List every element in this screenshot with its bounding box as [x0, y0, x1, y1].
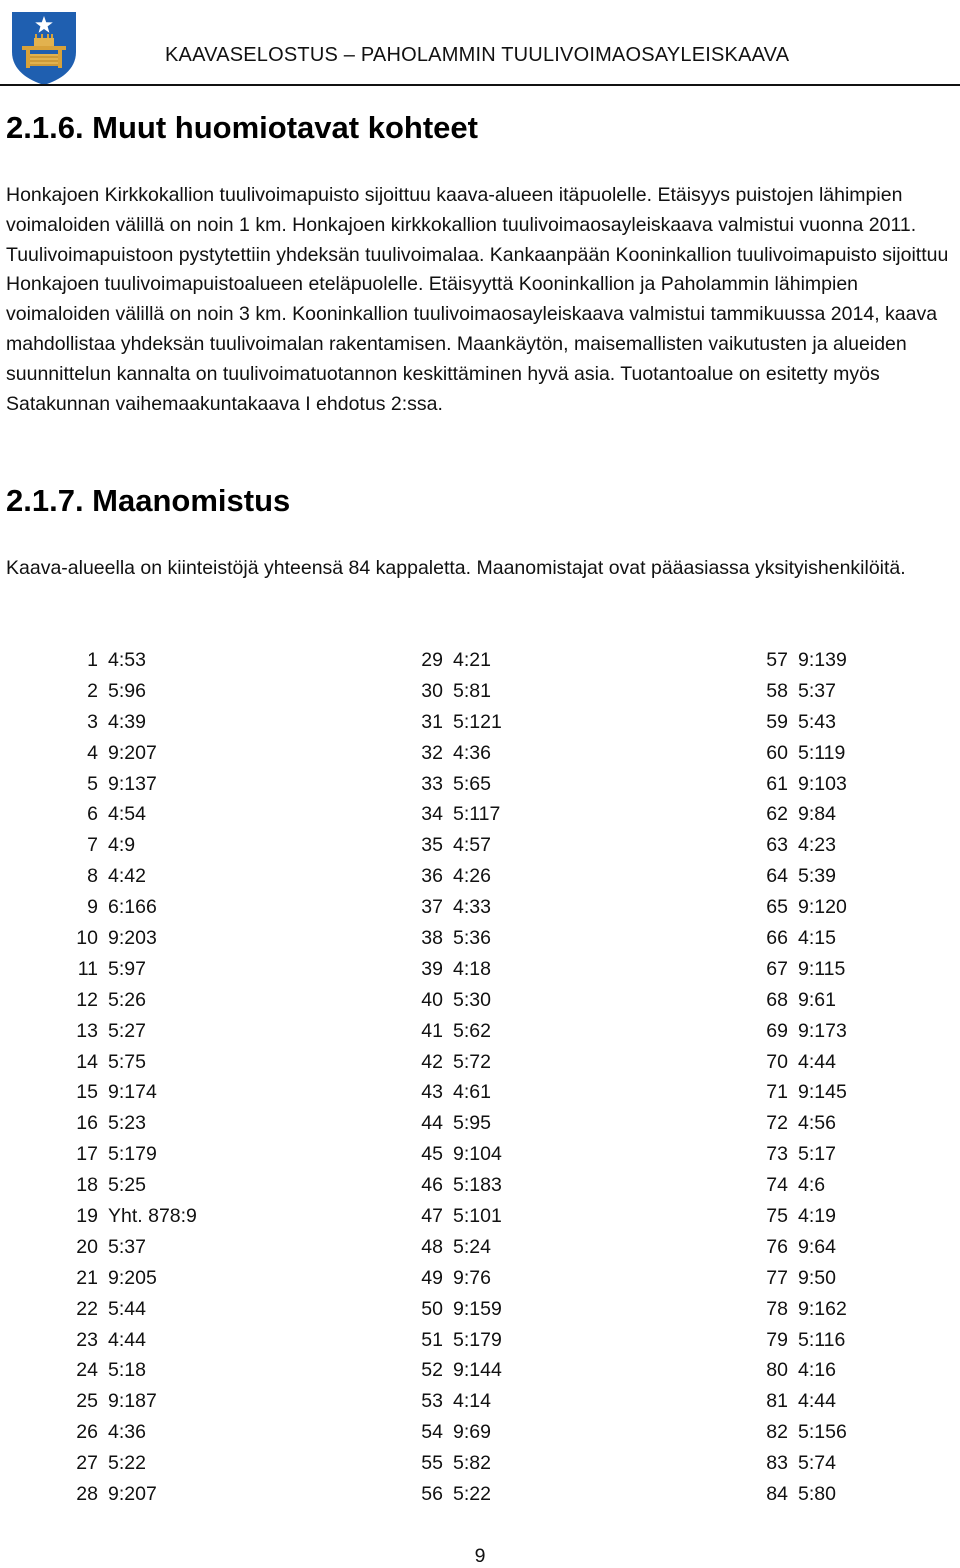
parcel-id: 5:183: [453, 1174, 502, 1197]
parcel-number: 35: [421, 834, 443, 857]
parcel-number: 40: [421, 988, 443, 1011]
parcel-id: 9:205: [108, 1266, 157, 1289]
parcel-number: 17: [76, 1143, 98, 1166]
parcel-id: 4:57: [453, 834, 491, 857]
parcel-row: [405, 1294, 705, 1325]
parcel-id: 5:43: [798, 710, 836, 733]
municipal-crest-logo: [8, 6, 80, 86]
parcel-row: [60, 1047, 360, 1078]
parcel-row: [60, 799, 360, 830]
parcel-number: 60: [766, 741, 788, 764]
parcel-row: [405, 707, 705, 738]
parcel-number: 44: [421, 1112, 443, 1135]
parcel-number: 39: [421, 957, 443, 980]
parcel-row: [405, 1170, 705, 1201]
parcel-id: 5:95: [453, 1112, 491, 1135]
parcel-id: 9:103: [798, 772, 847, 795]
parcel-id: 5:27: [108, 1019, 146, 1042]
parcel-id: 9:174: [108, 1081, 157, 1104]
parcel-number: 43: [421, 1081, 443, 1104]
parcel-number: 64: [766, 865, 788, 888]
parcel-row: [405, 1325, 705, 1356]
parcel-id: 5:65: [453, 772, 491, 795]
parcel-number: 69: [766, 1019, 788, 1042]
parcel-number: 28: [76, 1482, 98, 1505]
parcel-id: 9:207: [108, 741, 157, 764]
parcel-row: [405, 1417, 705, 1448]
parcel-number: 70: [766, 1050, 788, 1073]
parcel-number: 41: [421, 1019, 443, 1042]
parcel-id: 5:37: [108, 1235, 146, 1258]
parcel-row: [405, 923, 705, 954]
parcel-row: [60, 645, 360, 676]
parcel-row: [60, 1355, 360, 1386]
parcel-row: [405, 1386, 705, 1417]
parcel-id: 4:61: [453, 1081, 491, 1104]
parcel-id: 9:187: [108, 1390, 157, 1413]
parcel-number: 25: [76, 1390, 98, 1413]
parcel-id: 5:101: [453, 1204, 502, 1227]
parcel-id: 9:137: [108, 772, 157, 795]
parcel-id: 5:23: [108, 1112, 146, 1135]
parcel-number: 66: [766, 926, 788, 949]
parcel-row: [60, 892, 360, 923]
parcel-row: [405, 769, 705, 800]
parcel-id: 5:26: [108, 988, 146, 1011]
parcel-number: 81: [766, 1390, 788, 1413]
parcel-row: [60, 1077, 360, 1108]
parcel-number: 80: [766, 1359, 788, 1382]
parcel-row: [405, 799, 705, 830]
parcel-id: 5:25: [108, 1174, 146, 1197]
parcel-row: [750, 1232, 960, 1263]
parcel-number: 62: [766, 803, 788, 826]
parcel-row: [750, 1294, 960, 1325]
parcel-row: [750, 738, 960, 769]
parcel-number: 83: [766, 1452, 788, 1475]
parcel-number: 48: [421, 1235, 443, 1258]
parcel-id: 4:44: [798, 1390, 836, 1413]
parcel-id: 9:203: [108, 926, 157, 949]
parcel-id: 5:116: [798, 1328, 846, 1351]
parcel-row: [60, 954, 360, 985]
parcel-id: 5:80: [798, 1482, 836, 1505]
parcel-number: 46: [421, 1174, 443, 1197]
parcel-row: [405, 1355, 705, 1386]
parcel-row: [750, 1201, 960, 1232]
parcel-number: 45: [421, 1143, 443, 1166]
parcel-id: 9:115: [798, 957, 846, 980]
parcel-number: 21: [76, 1266, 98, 1289]
parcel-number: 4: [87, 741, 98, 764]
parcel-id: 5:74: [798, 1452, 836, 1475]
parcel-id: 4:21: [453, 648, 491, 671]
section-heading-other-sites: 2.1.6. Muut huomiotavat kohteet: [6, 110, 478, 145]
parcel-row: [405, 676, 705, 707]
parcel-number: 79: [766, 1328, 788, 1351]
parcel-row: [750, 830, 960, 861]
parcel-number: 15: [76, 1081, 98, 1104]
parcel-number: 57: [766, 648, 788, 671]
parcel-number: 54: [421, 1421, 443, 1444]
parcel-id: 4:39: [108, 710, 146, 733]
parcel-id: 5:22: [108, 1452, 146, 1475]
parcel-number: 32: [421, 741, 443, 764]
parcel-row: [60, 769, 360, 800]
parcel-id: 9:173: [798, 1019, 847, 1042]
parcel-row: [750, 769, 960, 800]
parcel-number: 31: [421, 710, 443, 733]
parcel-id: 9:76: [453, 1266, 491, 1289]
parcel-row: [750, 645, 960, 676]
parcel-row: [60, 1170, 360, 1201]
parcel-id: Yht. 878:9: [108, 1204, 197, 1227]
parcel-id: 4:36: [108, 1421, 146, 1444]
parcel-number: 82: [766, 1421, 788, 1444]
parcel-row: [750, 1139, 960, 1170]
parcel-number: 22: [76, 1297, 98, 1320]
parcel-id: 9:50: [798, 1266, 836, 1289]
parcel-id: 5:62: [453, 1019, 491, 1042]
parcel-row: [750, 1325, 960, 1356]
parcel-number: 18: [76, 1174, 98, 1197]
parcel-row: [60, 1386, 360, 1417]
parcel-column-2: [405, 645, 705, 1510]
parcel-row: [405, 892, 705, 923]
parcel-number: 67: [766, 957, 788, 980]
parcel-row: [405, 1232, 705, 1263]
parcel-id: 5:179: [453, 1328, 502, 1351]
parcel-row: [60, 1232, 360, 1263]
parcel-column-3: [750, 645, 960, 1510]
parcel-column-1: [60, 645, 360, 1510]
parcel-row: [405, 1077, 705, 1108]
parcel-row: [405, 1263, 705, 1294]
parcel-id: 5:97: [108, 957, 146, 980]
parcel-number: 49: [421, 1266, 443, 1289]
parcel-id: 4:54: [108, 803, 146, 826]
parcel-id: 4:15: [798, 926, 836, 949]
parcel-number: 19: [76, 1204, 98, 1227]
parcel-id: 4:44: [108, 1328, 146, 1351]
parcel-id: 5:179: [108, 1143, 157, 1166]
parcel-row: [750, 954, 960, 985]
parcel-number: 12: [76, 988, 98, 1011]
parcel-row: [405, 1108, 705, 1139]
parcel-id: 5:22: [453, 1482, 491, 1505]
parcel-number: 77: [766, 1266, 788, 1289]
parcel-number: 63: [766, 834, 788, 857]
parcel-number: 7: [87, 834, 98, 857]
parcel-row: [750, 985, 960, 1016]
parcel-id: 5:81: [453, 679, 491, 702]
parcel-number: 30: [421, 679, 443, 702]
parcel-number: 75: [766, 1204, 788, 1227]
parcel-number: 34: [421, 803, 443, 826]
parcel-number: 71: [766, 1081, 788, 1104]
parcel-number: 42: [421, 1050, 443, 1073]
parcel-number: 27: [76, 1452, 98, 1475]
parcel-number: 29: [421, 648, 443, 671]
parcel-number: 72: [766, 1112, 788, 1135]
parcel-id: 5:17: [798, 1143, 836, 1166]
parcel-id: 9:120: [798, 896, 847, 919]
parcel-number: 8: [87, 865, 98, 888]
parcel-number: 53: [421, 1390, 443, 1413]
parcel-id: 5:37: [798, 679, 836, 702]
parcel-row: [750, 1077, 960, 1108]
parcel-id: 5:156: [798, 1421, 847, 1444]
parcel-row: [60, 923, 360, 954]
parcel-number: 52: [421, 1359, 443, 1382]
parcel-number: 20: [76, 1235, 98, 1258]
parcel-id: 5:39: [798, 865, 836, 888]
parcel-row: [405, 1016, 705, 1047]
parcel-id: 4:53: [108, 648, 146, 671]
parcel-number: 1: [87, 648, 98, 671]
parcel-id: 5:36: [453, 926, 491, 949]
parcel-id: 9:104: [453, 1143, 502, 1166]
parcel-number: 23: [76, 1328, 98, 1351]
parcel-row: [405, 954, 705, 985]
parcel-row: [405, 1139, 705, 1170]
parcel-row: [750, 1108, 960, 1139]
parcel-row: [750, 676, 960, 707]
parcel-id: 9:69: [453, 1421, 491, 1444]
parcel-number: 76: [766, 1235, 788, 1258]
parcel-row: [405, 830, 705, 861]
parcel-row: [405, 1201, 705, 1232]
parcel-row: [750, 799, 960, 830]
parcel-row: [750, 892, 960, 923]
parcel-number: 38: [421, 926, 443, 949]
parcel-number: 11: [77, 957, 98, 980]
parcel-id: 9:162: [798, 1297, 847, 1320]
parcel-number: 55: [421, 1452, 443, 1475]
parcel-number: 56: [421, 1482, 443, 1505]
parcel-id: 5:24: [453, 1235, 491, 1258]
parcel-id: 5:117: [453, 803, 501, 826]
parcel-row: [750, 1170, 960, 1201]
parcel-number: 2: [87, 679, 98, 702]
parcel-id: 4:42: [108, 865, 146, 888]
parcel-row: [405, 738, 705, 769]
parcel-row: [750, 1479, 960, 1510]
parcel-number: 13: [76, 1019, 98, 1042]
parcel-number: 24: [76, 1359, 98, 1382]
parcel-row: [60, 1139, 360, 1170]
parcel-id: 5:82: [453, 1452, 491, 1475]
parcel-number: 10: [76, 926, 98, 949]
parcel-row: [405, 985, 705, 1016]
parcel-row: [60, 1016, 360, 1047]
parcel-id: 4:9: [108, 834, 136, 857]
parcel-row: [405, 861, 705, 892]
parcel-id: 5:121: [453, 710, 502, 733]
parcel-id: 5:18: [108, 1359, 146, 1382]
parcel-row: [60, 738, 360, 769]
parcel-row: [60, 1108, 360, 1139]
parcel-id: 5:72: [453, 1050, 491, 1073]
parcel-row: [750, 861, 960, 892]
parcel-number: 47: [421, 1204, 443, 1227]
parcel-id: 9:84: [798, 803, 836, 826]
section-heading-land-ownership: 2.1.7. Maanomistus: [6, 483, 291, 518]
parcel-id: 4:26: [453, 865, 491, 888]
parcel-number: 78: [766, 1297, 788, 1320]
parcel-row: [750, 707, 960, 738]
parcel-row: [60, 985, 360, 1016]
parcel-number: 68: [766, 988, 788, 1011]
parcel-id: 5:119: [798, 741, 846, 764]
parcel-row: [60, 1325, 360, 1356]
parcel-row: [60, 1479, 360, 1510]
parcel-row: [750, 1355, 960, 1386]
parcel-id: 9:139: [798, 648, 847, 671]
parcel-id: 5:75: [108, 1050, 146, 1073]
parcel-row: [405, 1479, 705, 1510]
parcel-row: [405, 645, 705, 676]
parcel-row: [750, 1016, 960, 1047]
parcel-row: [60, 861, 360, 892]
parcel-id: 9:145: [798, 1081, 847, 1104]
parcel-row: [405, 1448, 705, 1479]
parcel-row: [60, 1201, 360, 1232]
parcel-number: 61: [766, 772, 788, 795]
parcel-number: 37: [421, 896, 443, 919]
parcel-number: 16: [76, 1112, 98, 1135]
parcel-row: [750, 1386, 960, 1417]
parcel-id: 4:14: [453, 1390, 491, 1413]
parcel-row: [60, 676, 360, 707]
section-paragraph-land-ownership: Kaava-alueella on kiinteistöjä yhteensä 84 kappaletta. Maanomistajat ovat pääasiassa yksityishenkilöitä.: [6, 557, 906, 579]
parcel-number: 51: [421, 1328, 443, 1351]
parcel-id: 9:64: [798, 1235, 836, 1258]
parcel-id: 4:23: [798, 834, 836, 857]
section-paragraph-other-sites: Honkajoen Kirkkokallion tuulivoimapuisto sijoittuu kaava-alueen itäpuolelle. Etäisyys puistojen lähimpien voimaloiden välillä on noin 1 km. Honkajoen kirkkokallion tuulivoimaosayleiskaava valmistui vuonna 2011. Tuulivoimapuistoon pystytettiin yhdeksän tuulivoimalaa. Kankaanpään Kooninkallion tuulivoimapuisto sijoittuu Honkajoen tuulivoimapuistoalueen eteläpuolelle. Etäisyyttä Kooninkallion ja Paholammin lähimpien voimaloiden välillä on noin 3 km. Kooninkallion tuulivoimaosayleiskaava valmistui tammikuussa 2014, kaava mahdollistaa yhdeksän tuulivoimalan rakentamisen. Maankäytön, maisemallisten vaikutusten ja alueiden suunnittelun kannalta on tuulivoimatuotannon keskittäminen hyvä asia. Tuotantoalue on esitetty myös Satakunnan vaihemaakuntakaava I ehdotus 2:ssa.: [6, 184, 949, 415]
parcel-id: 5:96: [108, 679, 146, 702]
parcel-row: [750, 1448, 960, 1479]
parcel-id: 4:36: [453, 741, 491, 764]
parcel-number: 58: [766, 679, 788, 702]
parcel-row: [750, 1417, 960, 1448]
parcel-row: [750, 1263, 960, 1294]
parcel-id: 9:159: [453, 1297, 502, 1320]
parcel-number: 73: [766, 1143, 788, 1166]
parcel-number: 59: [766, 710, 788, 733]
parcel-number: 9: [87, 896, 98, 919]
parcel-row: [60, 707, 360, 738]
parcel-id: 4:33: [453, 896, 491, 919]
parcel-id: 6:166: [108, 896, 157, 919]
parcel-number: 14: [76, 1050, 98, 1073]
parcel-id: 4:44: [798, 1050, 836, 1073]
parcel-id: 4:56: [798, 1112, 836, 1135]
parcel-row: [60, 1263, 360, 1294]
parcel-id: 4:6: [798, 1174, 826, 1197]
parcel-number: 50: [421, 1297, 443, 1320]
parcel-id: 5:30: [453, 988, 491, 1011]
parcel-id: 4:16: [798, 1359, 836, 1382]
parcel-row: [750, 1047, 960, 1078]
parcel-number: 84: [766, 1482, 788, 1505]
parcel-row: [60, 1417, 360, 1448]
header-divider: [0, 84, 960, 86]
parcel-id: 5:44: [108, 1297, 146, 1320]
parcel-id: 4:18: [453, 957, 491, 980]
parcel-id: 9:144: [453, 1359, 502, 1382]
parcel-id: 9:207: [108, 1482, 157, 1505]
parcel-number: 36: [421, 865, 443, 888]
parcel-number: 65: [766, 896, 788, 919]
parcel-id: 4:19: [798, 1204, 836, 1227]
document-header-title: KAAVASELOSTUS – PAHOLAMMIN TUULIVOIMAOSAYLEISKAAVA: [165, 44, 790, 66]
parcel-row: [405, 1047, 705, 1078]
parcel-row: [750, 923, 960, 954]
parcel-number: 6: [87, 803, 98, 826]
page-number: 9: [474, 1545, 486, 1567]
parcel-row: [60, 830, 360, 861]
parcel-id: 9:61: [798, 988, 836, 1011]
parcel-row: [60, 1294, 360, 1325]
parcel-number: 3: [87, 710, 98, 733]
parcel-row: [60, 1448, 360, 1479]
parcel-number: 26: [76, 1421, 98, 1444]
parcel-number: 33: [421, 772, 443, 795]
parcel-number: 5: [87, 772, 98, 795]
parcel-number: 74: [766, 1174, 788, 1197]
